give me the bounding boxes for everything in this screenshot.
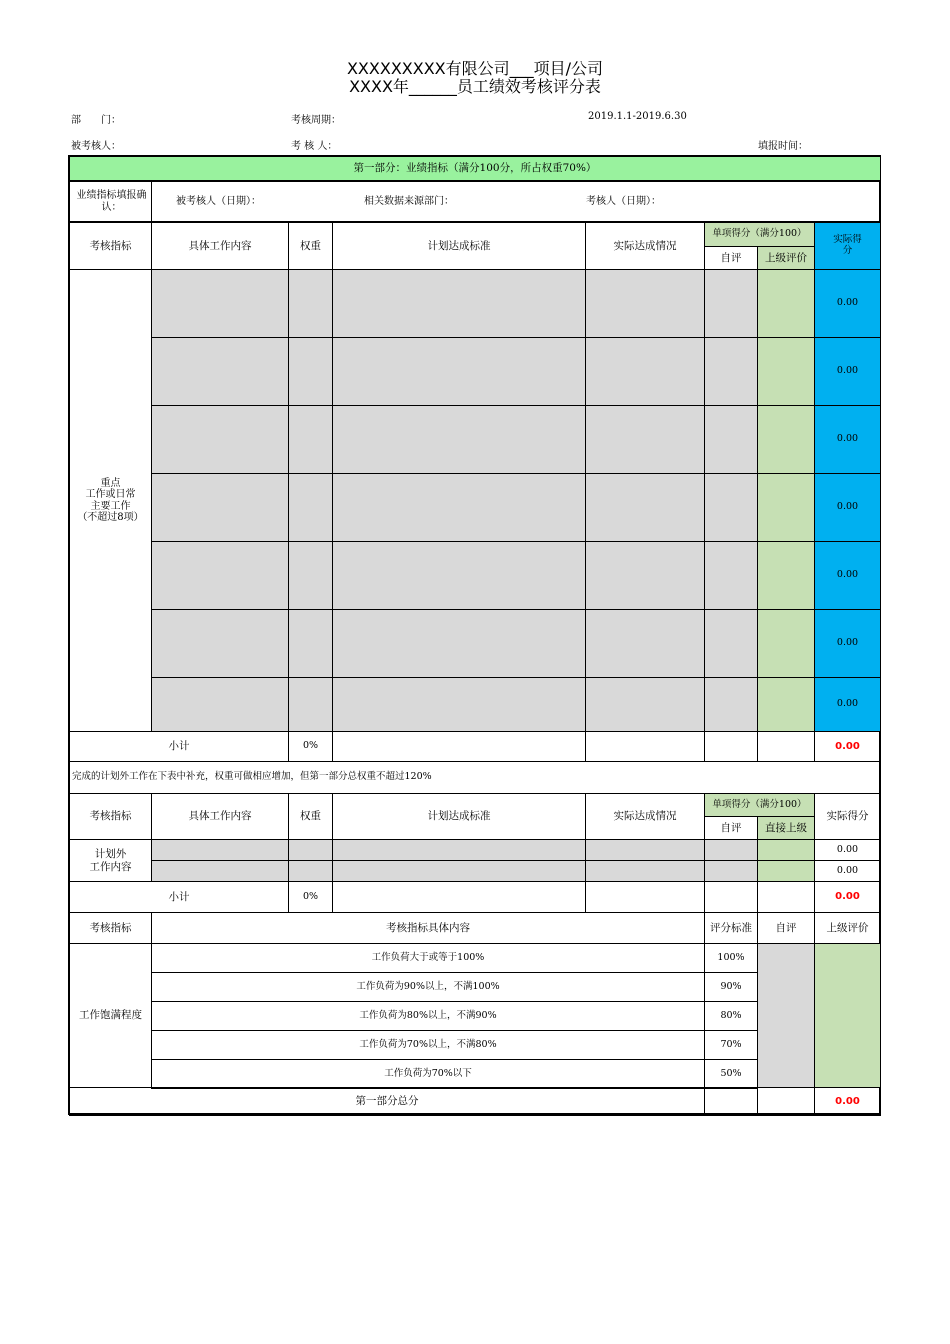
t2-header-standard: 计划达成标准 bbox=[332, 793, 586, 840]
t3-header-content: 考核指标具体内容 bbox=[151, 912, 705, 944]
t2-header-actual: 实际达成情况 bbox=[585, 793, 705, 840]
confirm-assessor: 考核人（日期）： bbox=[586, 195, 661, 207]
period-value: 2019.1.1-2019.6.30 bbox=[588, 111, 687, 122]
t1-row-content[interactable] bbox=[151, 269, 289, 338]
t1-row-content[interactable] bbox=[151, 677, 289, 732]
t1-subtotal-standard[interactable] bbox=[332, 731, 586, 762]
t1-row-score: 0.00 bbox=[814, 269, 881, 338]
t1-row-superior[interactable] bbox=[757, 337, 815, 406]
t1-row-superior[interactable] bbox=[757, 677, 815, 732]
t1-row-score: 0.00 bbox=[814, 541, 881, 610]
t3-row-standard: 100% bbox=[704, 943, 758, 973]
t3-row-desc: 工作负荷为80%以上，不满90% bbox=[151, 1001, 705, 1031]
t1-row-self[interactable] bbox=[704, 473, 758, 542]
t1-row-actual[interactable] bbox=[585, 609, 705, 678]
t3-row-desc: 工作负荷为70%以上，不满80% bbox=[151, 1030, 705, 1060]
assessee-label: 被考核人： bbox=[71, 141, 121, 152]
t1-row-standard[interactable] bbox=[332, 677, 586, 732]
t1-row-standard[interactable] bbox=[332, 541, 586, 610]
period-label: 考核周期： bbox=[291, 115, 341, 126]
page-title-line2: XXXX年______员工绩效考核评分表 bbox=[349, 77, 601, 96]
t3-self-input[interactable] bbox=[757, 943, 815, 1088]
t3-header-self: 自评 bbox=[757, 912, 815, 944]
t1-row-standard[interactable] bbox=[332, 473, 586, 542]
t2-row-standard[interactable] bbox=[332, 839, 586, 861]
t1-row-content[interactable] bbox=[151, 405, 289, 474]
t1-header-superior: 上级评价 bbox=[757, 246, 815, 270]
t2-row-score: 0.00 bbox=[814, 839, 881, 861]
t1-subtotal-score: 0.00 bbox=[814, 731, 881, 762]
t2-subtotal-self[interactable] bbox=[704, 881, 758, 913]
t1-row-weight[interactable] bbox=[288, 269, 333, 338]
t2-row-weight[interactable] bbox=[288, 860, 333, 882]
t1-row-superior[interactable] bbox=[757, 541, 815, 610]
t1-row-weight[interactable] bbox=[288, 405, 333, 474]
t2-header-self: 自评 bbox=[704, 816, 758, 840]
t1-row-weight[interactable] bbox=[288, 609, 333, 678]
t2-subtotal-actual[interactable] bbox=[585, 881, 705, 913]
assessor-label: 考 核 人： bbox=[291, 141, 338, 152]
t3-row-desc: 工作负荷为70%以下 bbox=[151, 1059, 705, 1089]
t1-header-actual-score: 实际得分 bbox=[814, 222, 881, 270]
t3-row-desc: 工作负荷为90%以上，不满100% bbox=[151, 972, 705, 1002]
t2-row-standard[interactable] bbox=[332, 860, 586, 882]
t1-row-content[interactable] bbox=[151, 609, 289, 678]
t2-row-self[interactable] bbox=[704, 839, 758, 861]
part1-total-self bbox=[757, 1087, 815, 1116]
t2-subtotal-weight: 0% bbox=[288, 881, 333, 913]
t1-row-score: 0.00 bbox=[814, 473, 881, 542]
t2-category: 计划外 工作内容 bbox=[69, 839, 152, 882]
t2-subtotal-superior[interactable] bbox=[757, 881, 815, 913]
t1-row-content[interactable] bbox=[151, 473, 289, 542]
confirm-assessee: 被考核人（日期）： bbox=[176, 195, 261, 207]
t1-header-actual: 实际达成情况 bbox=[585, 222, 705, 270]
t1-header-standard: 计划达成标准 bbox=[332, 222, 586, 270]
t2-row-superior[interactable] bbox=[757, 839, 815, 861]
t3-category: 工作饱满程度 bbox=[69, 943, 152, 1088]
fill-time-label: 填报时间： bbox=[758, 141, 808, 152]
t2-row-content[interactable] bbox=[151, 839, 289, 861]
t1-row-score: 0.00 bbox=[814, 609, 881, 678]
page-title-line1: XXXXXXXXX有限公司___项目/公司 bbox=[346, 59, 604, 78]
confirm-label: 业绩指标填报确认： bbox=[69, 181, 152, 222]
t1-row-self[interactable] bbox=[704, 405, 758, 474]
t1-row-actual[interactable] bbox=[585, 677, 705, 732]
t2-header-single-score: 单项得分（满分100） bbox=[704, 793, 815, 817]
t3-header-indicator: 考核指标 bbox=[69, 912, 152, 944]
t3-header-superior: 上级评价 bbox=[814, 912, 881, 944]
t1-row-weight[interactable] bbox=[288, 473, 333, 542]
t1-subtotal-weight: 0% bbox=[288, 731, 333, 762]
t1-header-weight: 权重 bbox=[288, 222, 333, 270]
t2-row-content[interactable] bbox=[151, 860, 289, 882]
t2-row-actual[interactable] bbox=[585, 839, 705, 861]
t1-row-weight[interactable] bbox=[288, 677, 333, 732]
t1-row-content[interactable] bbox=[151, 337, 289, 406]
t1-row-superior[interactable] bbox=[757, 269, 815, 338]
t1-row-actual[interactable] bbox=[585, 405, 705, 474]
extra-note: 完成的计划外工作在下表中补充，权重可做相应增加，但第一部分总权重不超过120% bbox=[69, 761, 881, 794]
t3-row-standard: 90% bbox=[704, 972, 758, 1002]
t1-row-actual[interactable] bbox=[585, 473, 705, 542]
confirm-row bbox=[151, 181, 881, 222]
part1-total-label: 第一部分总分 bbox=[69, 1087, 705, 1116]
t1-row-score: 0.00 bbox=[814, 677, 881, 732]
dept-label: 部 门： bbox=[71, 115, 121, 126]
t1-row-self[interactable] bbox=[704, 541, 758, 610]
t1-row-self[interactable] bbox=[704, 677, 758, 732]
t1-row-content[interactable] bbox=[151, 541, 289, 610]
t1-row-standard[interactable] bbox=[332, 609, 586, 678]
part1-total-standard bbox=[704, 1087, 758, 1116]
t2-row-actual[interactable] bbox=[585, 860, 705, 882]
t1-row-superior[interactable] bbox=[757, 405, 815, 474]
t2-row-self[interactable] bbox=[704, 860, 758, 882]
t1-row-standard[interactable] bbox=[332, 337, 586, 406]
t1-category: 重点 工作或日常 主要工作 （不超过8项） bbox=[69, 269, 152, 732]
t2-header-indicator: 考核指标 bbox=[69, 793, 152, 840]
t1-row-standard[interactable] bbox=[332, 405, 586, 474]
t1-row-superior[interactable] bbox=[757, 473, 815, 542]
t1-row-self[interactable] bbox=[704, 269, 758, 338]
t1-header-indicator: 考核指标 bbox=[69, 222, 152, 270]
t2-header-weight: 权重 bbox=[288, 793, 333, 840]
t1-row-weight[interactable] bbox=[288, 541, 333, 610]
t3-row-standard: 70% bbox=[704, 1030, 758, 1060]
t1-header-self: 自评 bbox=[704, 246, 758, 270]
t1-row-weight[interactable] bbox=[288, 337, 333, 406]
t1-subtotal-actual[interactable] bbox=[585, 731, 705, 762]
t2-row-score: 0.00 bbox=[814, 860, 881, 882]
t1-header-single-score: 单项得分（满分100） bbox=[704, 222, 815, 247]
t2-subtotal-score: 0.00 bbox=[814, 881, 881, 913]
part1-total-score: 0.00 bbox=[814, 1087, 881, 1116]
t3-row-desc: 工作负荷大于或等于100% bbox=[151, 943, 705, 973]
t1-row-actual[interactable] bbox=[585, 541, 705, 610]
t2-subtotal-standard[interactable] bbox=[332, 881, 586, 913]
t3-row-standard: 50% bbox=[704, 1059, 758, 1089]
t2-row-superior[interactable] bbox=[757, 860, 815, 882]
t1-row-score: 0.00 bbox=[814, 337, 881, 406]
t1-subtotal-label: 小计 bbox=[69, 731, 289, 762]
t2-header-content: 具体工作内容 bbox=[151, 793, 289, 840]
t1-subtotal-superior[interactable] bbox=[757, 731, 815, 762]
t2-header-actual-score: 实际得分 bbox=[814, 793, 881, 840]
t1-row-superior[interactable] bbox=[757, 609, 815, 678]
t1-row-standard[interactable] bbox=[332, 269, 586, 338]
t1-subtotal-self[interactable] bbox=[704, 731, 758, 762]
t1-header-content: 具体工作内容 bbox=[151, 222, 289, 270]
confirm-source: 相关数据来源部门： bbox=[364, 195, 454, 207]
t2-subtotal-label: 小计 bbox=[69, 881, 289, 913]
t3-row-standard: 80% bbox=[704, 1001, 758, 1031]
t2-header-superior: 直接上级 bbox=[757, 816, 815, 840]
t2-row-weight[interactable] bbox=[288, 839, 333, 861]
t3-header-standard: 评分标准 bbox=[704, 912, 758, 944]
t1-row-score: 0.00 bbox=[814, 405, 881, 474]
t1-row-actual[interactable] bbox=[585, 337, 705, 406]
t1-row-self[interactable] bbox=[704, 337, 758, 406]
t3-superior-input[interactable] bbox=[814, 943, 881, 1088]
part1-banner: 第一部分：业绩指标（满分100分，所占权重70%） bbox=[69, 156, 881, 181]
t1-row-self[interactable] bbox=[704, 609, 758, 678]
t1-row-actual[interactable] bbox=[585, 269, 705, 338]
